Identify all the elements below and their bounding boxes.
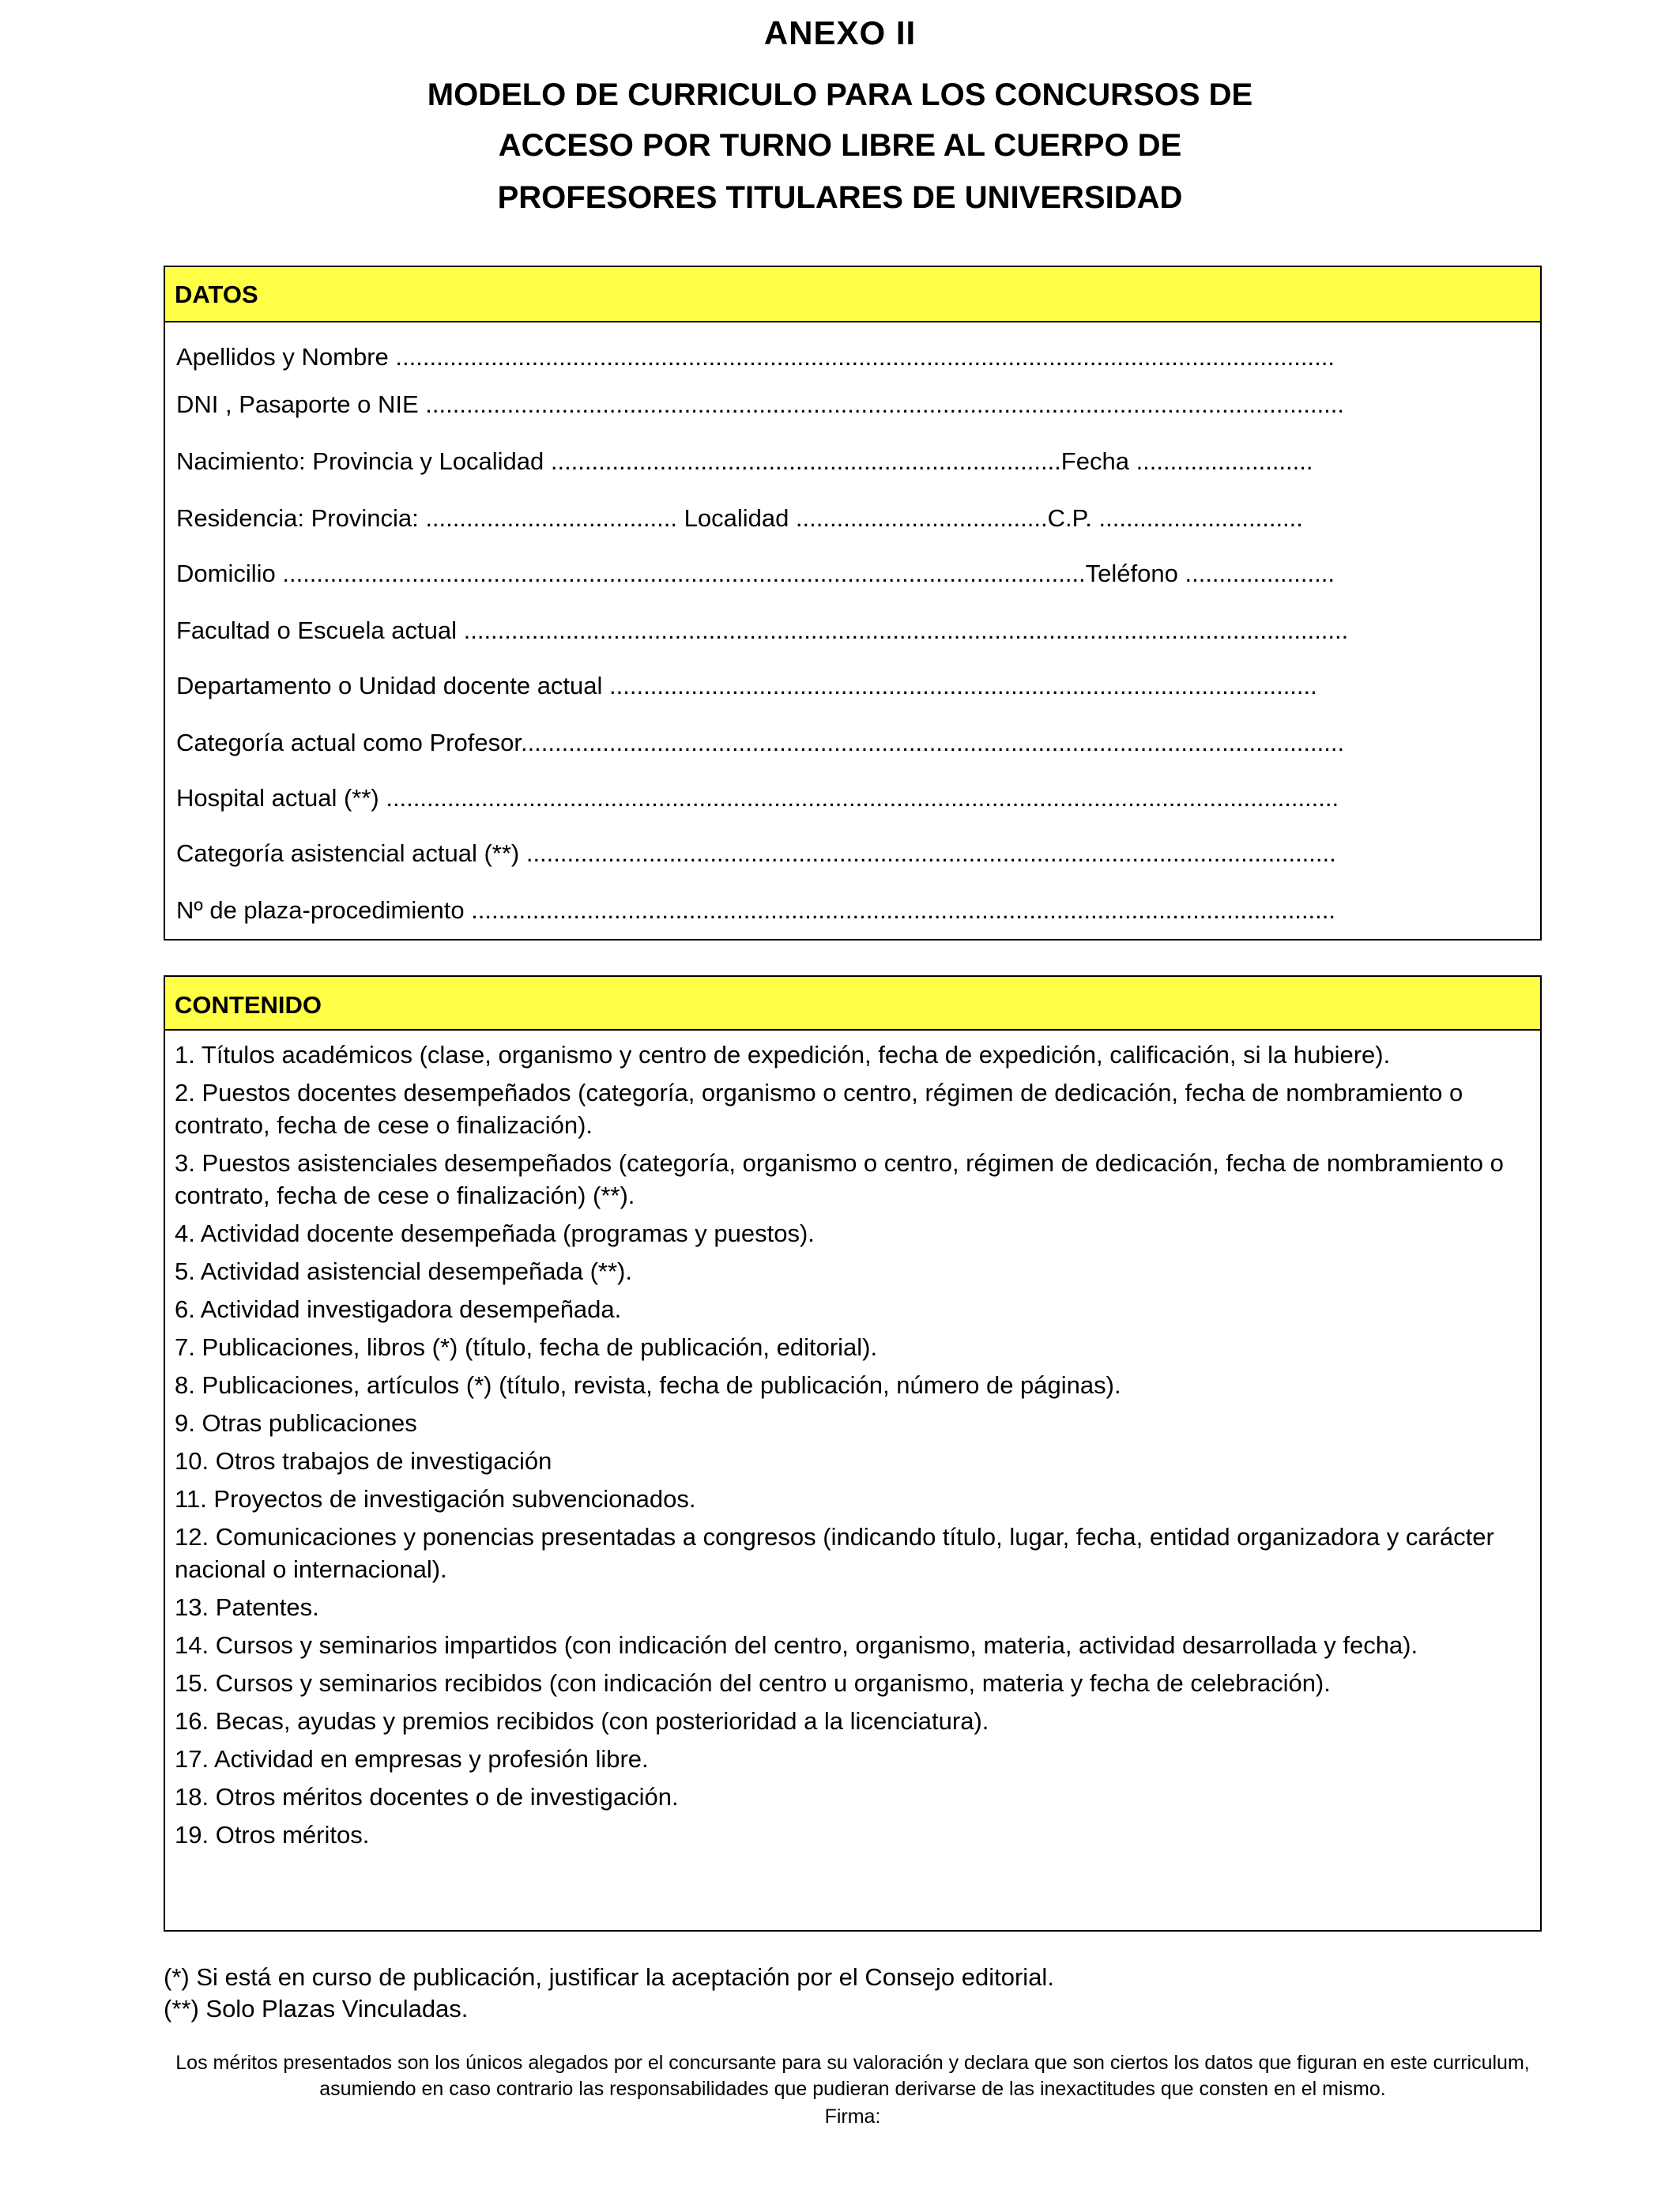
list-item: 8. Publicaciones, artículos (*) (título, revista, fecha de publicación, número de páginas). [175, 1371, 1121, 1399]
declaration-text: Los méritos presentados son los únicos alegados por el concursante para su valoración y declara que son ciertos los datos que figuran en este curriculum, asumiendo en caso contrario las responsabilidades que pudieran derivarse de las inexactitudes que consten en el mismo. [175, 2052, 1530, 2100]
list-item: 3. Puestos asistenciales desempeñados (categoría, organismo o centro, régimen de dedicación, fecha de nombramiento o contrato, fecha de cese o finalización) (**). [175, 1149, 1504, 1209]
list-item: 15. Cursos y seminarios recibidos (con indicación del centro u organismo, materia y fecha de celebración). [175, 1669, 1331, 1697]
field-categoria-asistencial: Categoría asistencial actual (**) ....................................................................................................................... [176, 839, 1336, 867]
footnote-publication: (*) Si está en curso de publicación, justificar la aceptación por el Consejo editorial. [164, 1963, 1054, 1991]
list-item: 7. Publicaciones, libros (*) (título, fecha de publicación, editorial). [175, 1333, 878, 1361]
list-item: 11. Proyectos de investigación subvencionados. [175, 1485, 696, 1513]
field-hospital: Hospital actual (**) ............................................................................................................................................ [176, 784, 1339, 812]
field-dni: DNI , Pasaporte o NIE ....................................................................................................................................... [176, 390, 1345, 418]
list-item: 16. Becas, ayudas y premios recibidos (con posterioridad a la licenciatura). [175, 1707, 989, 1735]
contenido-section [164, 975, 1542, 1932]
title-line-2: ACCESO POR TURNO LIBRE AL CUERPO DE [498, 128, 1182, 163]
contenido-heading: CONTENIDO [165, 977, 1540, 1031]
list-item: 12. Comunicaciones y ponencias presentadas a congresos (indicando título, lugar, fecha, entidad organizadora y carácter nacional o internacional). [175, 1523, 1494, 1583]
field-domicilio: Domicilio ......................................................................................................................Teléfono ...................... [176, 560, 1335, 587]
footnote-plazas-vinculadas: (**) Solo Plazas Vinculadas. [164, 1995, 469, 2022]
list-item: 18. Otros méritos docentes o de investigación. [175, 1783, 679, 1811]
field-plaza-procedimiento: Nº de plaza-procedimiento ............................................................................................................................... [176, 896, 1336, 924]
annex-label: ANEXO II [763, 14, 917, 51]
datos-heading: DATOS [165, 267, 1540, 322]
field-facultad: Facultad o Escuela actual .................................................................................................................................. [176, 616, 1349, 644]
datos-section [164, 266, 1542, 941]
contenido-list [175, 1039, 1518, 1857]
field-nacimiento: Nacimiento: Provincia y Localidad ...........................................................................Fecha .......................... [176, 447, 1313, 475]
field-apellidos-nombre: Apellidos y Nombre .......................................................................................................................................... [176, 343, 1335, 371]
list-item: 4. Actividad docente desempeñada (programas y puestos). [175, 1220, 815, 1247]
field-residencia: Residencia: Provincia: ..................................... Localidad .....................................C.P. .............................. [176, 504, 1303, 532]
list-item: 14. Cursos y seminarios impartidos (con indicación del centro, organismo, materia, actividad desarrollada y fecha). [175, 1631, 1418, 1659]
field-categoria-profesor: Categoría actual como Profesor......................................................................................................................... [176, 729, 1345, 756]
list-item: 1. Títulos académicos (clase, organismo y centro de expedición, fecha de expedición, calificación, si la hubiere). [175, 1041, 1391, 1069]
field-departamento: Departamento o Unidad docente actual ........................................................................................................ [176, 672, 1317, 699]
signature-label: Firma: [824, 2105, 881, 2128]
list-item: 6. Actividad investigadora desempeñada. [175, 1295, 622, 1323]
list-item: 10. Otros trabajos de investigación [175, 1447, 552, 1475]
list-item: 2. Puestos docentes desempeñados (categoría, organismo o centro, régimen de dedicación, fecha de nombramiento o contrato, fecha de cese o finalización). [175, 1079, 1463, 1139]
list-item: 9. Otras publicaciones [175, 1409, 417, 1437]
title-line-1: MODELO DE CURRICULO PARA LOS CONCURSOS DE [427, 77, 1253, 112]
list-item: 19. Otros méritos. [175, 1821, 370, 1849]
list-item: 13. Patentes. [175, 1593, 319, 1621]
list-item: 5. Actividad asistencial desempeñada (**). [175, 1257, 632, 1285]
list-item: 17. Actividad en empresas y profesión libre. [175, 1745, 649, 1773]
title-line-3: PROFESORES TITULARES DE UNIVERSIDAD [497, 180, 1183, 215]
